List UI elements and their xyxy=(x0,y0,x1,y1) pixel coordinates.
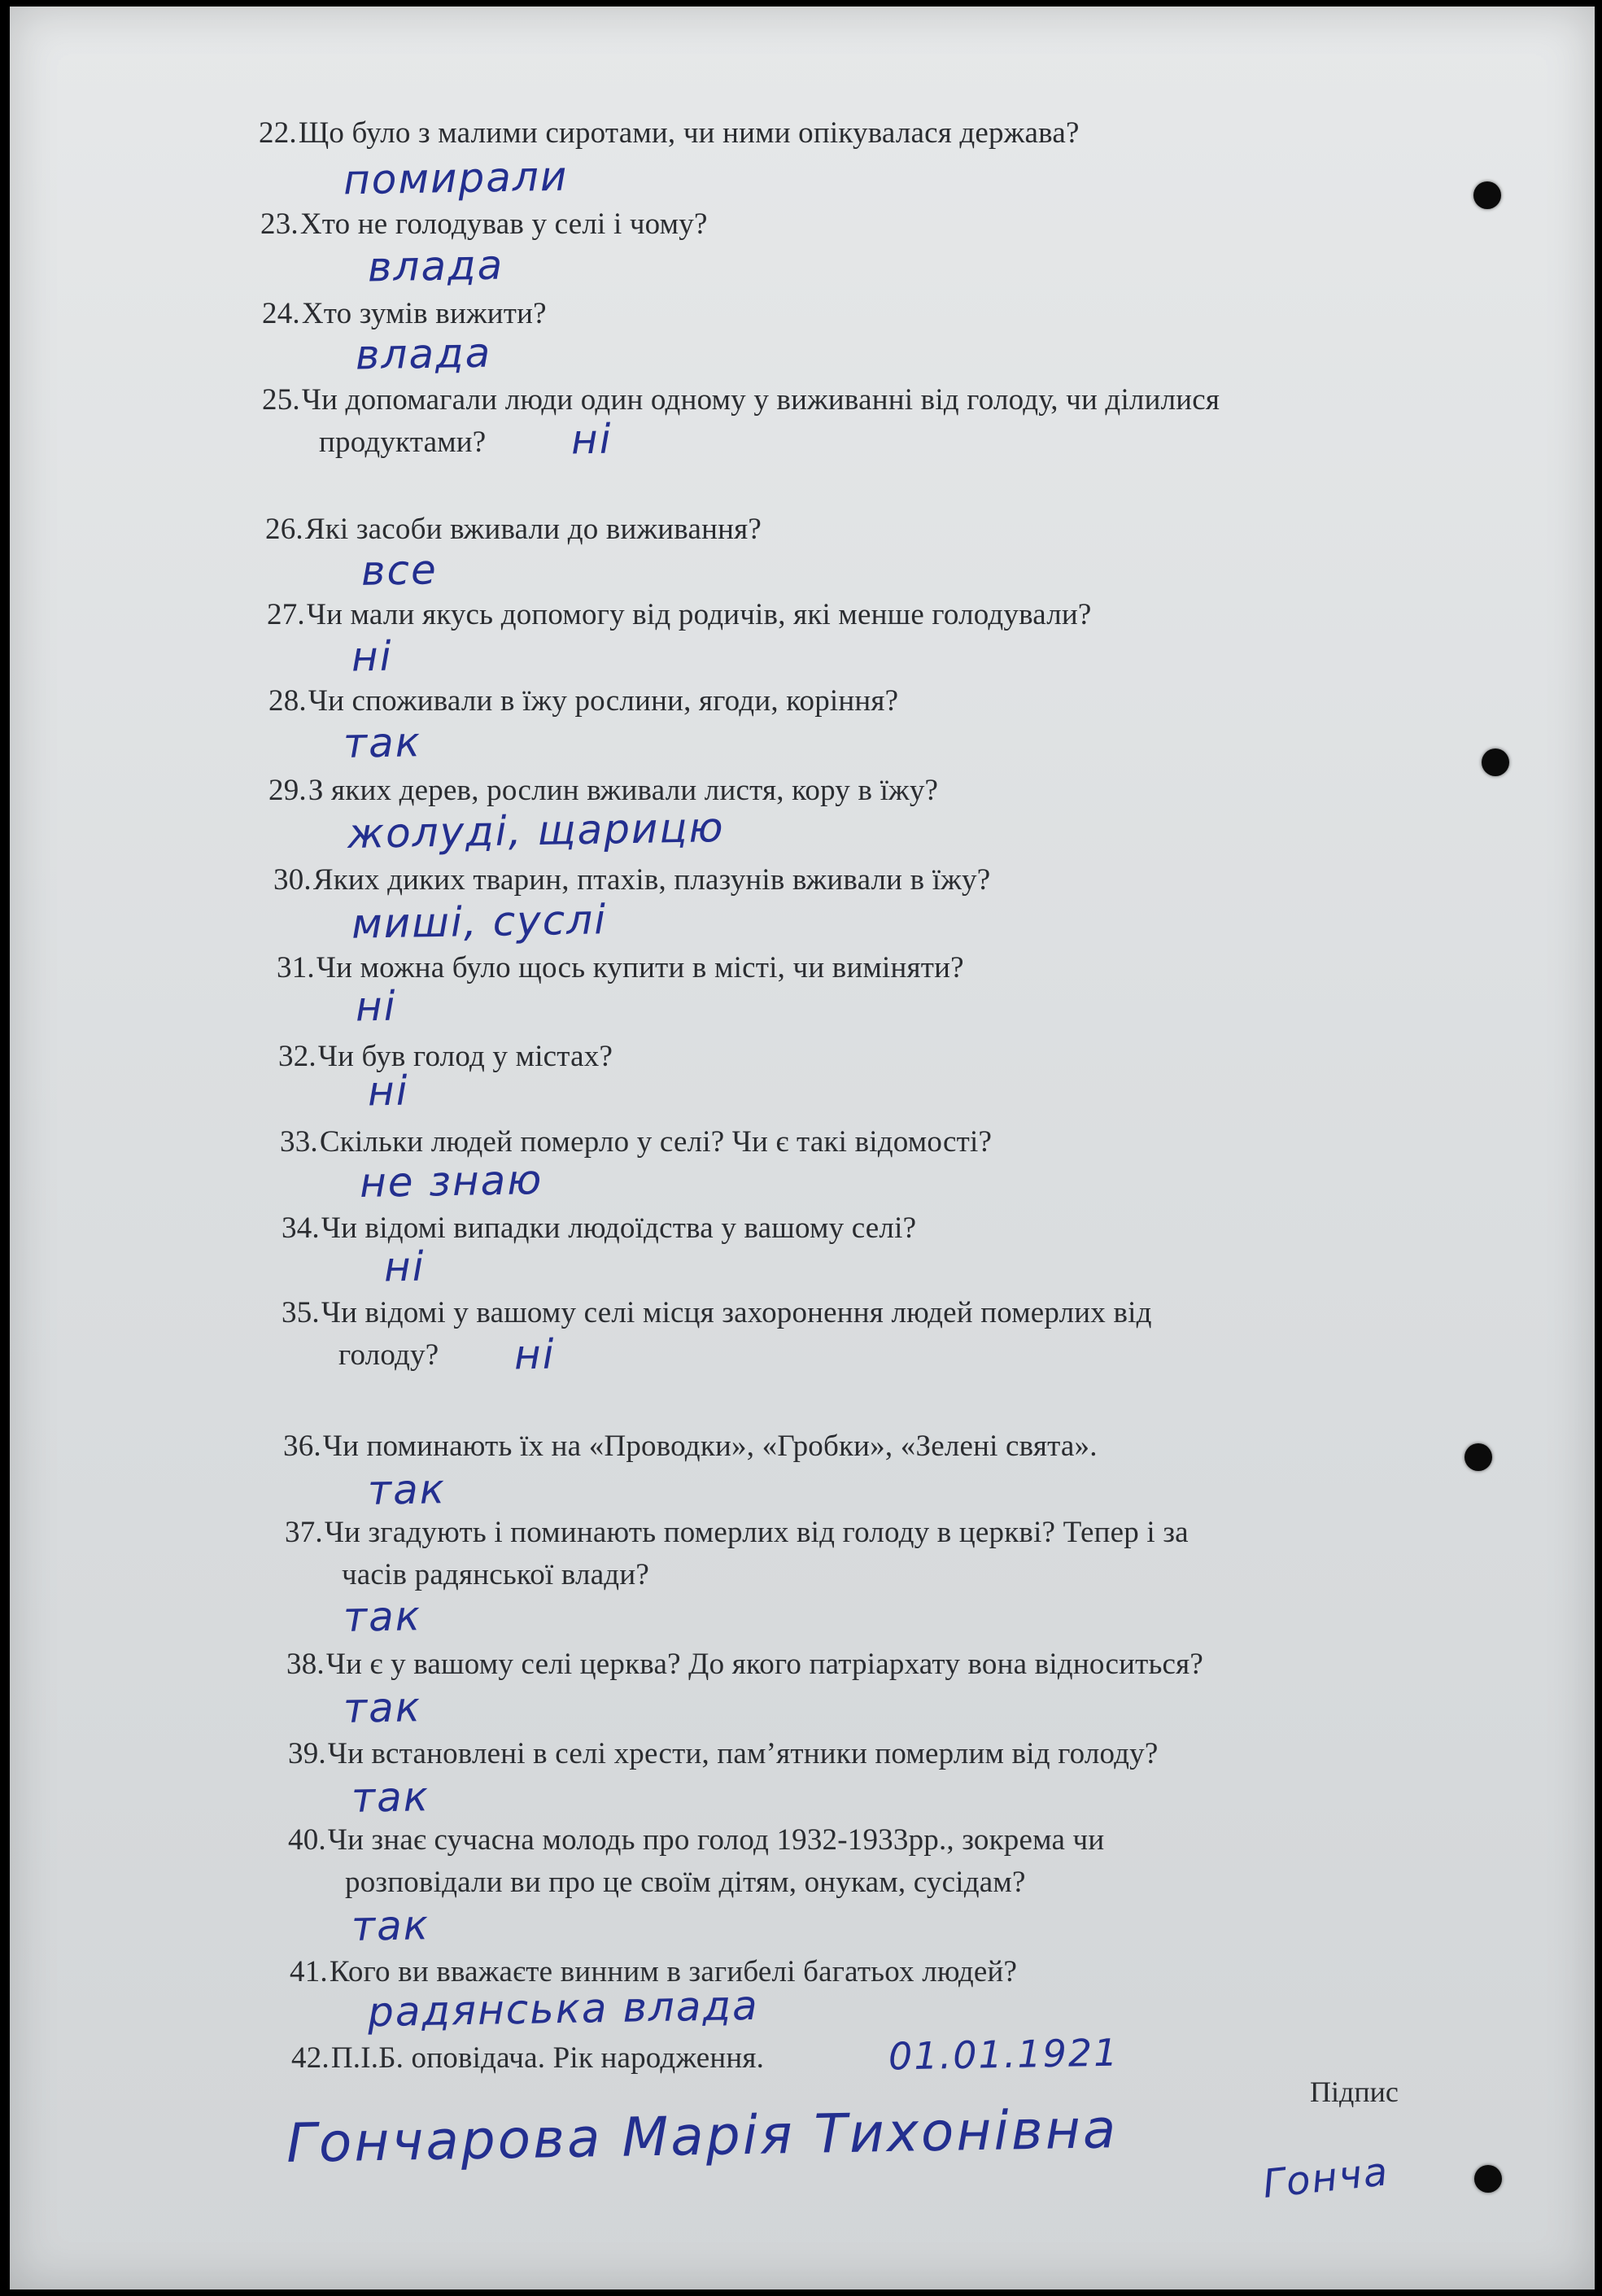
question-number: 33. xyxy=(280,1125,318,1159)
question-text-continued: часів радянської влади? xyxy=(342,1558,649,1591)
question-24 xyxy=(262,293,547,335)
question-text-continued: продуктами? xyxy=(319,426,487,459)
answer-42-birth-date: 01.01.1921 xyxy=(888,2030,1120,2079)
question-number: 37. xyxy=(285,1516,323,1549)
question-text: Чи є у вашому селі церква? До якого патріархату вона відноситься? xyxy=(325,1648,1203,1681)
respondent-signature: Гонча xyxy=(1260,2149,1391,2207)
question-30 xyxy=(273,859,990,901)
question-38 xyxy=(286,1643,1203,1686)
answer-36: так xyxy=(367,1465,447,1514)
question-25 xyxy=(262,379,1220,464)
question-text: Скільки людей померло у селі? Чи є такі відомості? xyxy=(319,1125,993,1159)
question-27 xyxy=(267,594,1092,636)
question-number: 25. xyxy=(262,383,300,417)
punch-hole xyxy=(1473,181,1501,209)
question-number: 39. xyxy=(288,1737,326,1770)
question-number: 31. xyxy=(277,951,315,984)
question-23 xyxy=(260,203,708,246)
answer-25: ні xyxy=(570,415,613,464)
question-39 xyxy=(288,1733,1159,1775)
answer-32: ні xyxy=(367,1067,410,1115)
question-text: Чи згадують і поминають померлих від голоду в церкві? Тепер і за xyxy=(324,1516,1189,1549)
question-text: Яких диких тварин, птахів, плазунів вживали в їжу? xyxy=(312,863,991,897)
answer-31: ні xyxy=(355,982,398,1031)
question-number: 30. xyxy=(273,863,312,897)
question-text: Чи мали якусь допомогу від родичів, які менше голодували? xyxy=(306,598,1092,631)
question-number: 29. xyxy=(268,774,307,807)
question-text: Чи знає сучасна молодь про голод 1932-1933рр., зокрема чи xyxy=(327,1823,1105,1857)
question-text: Чи встановлені в селі хрести, пам’ятники померлим від голоду? xyxy=(327,1737,1159,1770)
question-26 xyxy=(265,509,762,551)
question-number: 27. xyxy=(267,598,305,631)
question-number: 34. xyxy=(282,1211,320,1245)
answer-28: так xyxy=(343,718,422,767)
answer-40: так xyxy=(351,1901,430,1950)
answer-38: так xyxy=(343,1683,422,1732)
question-text: Чи можна було щось купити в місті, чи виміняти? xyxy=(316,951,964,984)
question-number: 32. xyxy=(278,1040,316,1073)
answer-30: миші, суслі xyxy=(351,896,608,948)
punch-hole xyxy=(1474,2165,1502,2193)
question-text: Хто зумів вижити? xyxy=(301,297,547,330)
question-number: 23. xyxy=(260,207,299,241)
question-text: Чи був голод у містах? xyxy=(317,1040,613,1073)
question-33 xyxy=(280,1121,992,1163)
question-32 xyxy=(278,1036,613,1078)
question-35 xyxy=(282,1292,1152,1377)
question-number: 22. xyxy=(259,116,297,150)
question-text: Кого ви вважаєте винним в загибелі багатьох людей? xyxy=(329,1955,1018,1988)
answer-34: ні xyxy=(383,1242,426,1291)
question-number: 41. xyxy=(290,1955,328,1988)
answer-29: жолуді, щарицю xyxy=(347,803,726,858)
question-40 xyxy=(288,1819,1104,1904)
answer-27: ні xyxy=(351,632,394,681)
question-text: Які засоби вживали до виживання? xyxy=(304,513,762,546)
question-text: З яких дерев, рослин вживали листя, кору в їжу? xyxy=(308,774,939,807)
question-37 xyxy=(285,1512,1189,1596)
question-number: 38. xyxy=(286,1648,325,1681)
question-number: 42. xyxy=(291,2041,330,2075)
answer-22: помирали xyxy=(343,152,569,204)
answer-39: так xyxy=(351,1773,430,1822)
question-text-continued: голоду? xyxy=(338,1338,439,1372)
answer-37: так xyxy=(343,1592,422,1641)
answer-26: все xyxy=(360,546,439,595)
answer-35: ні xyxy=(513,1330,557,1379)
signature-label: Підпис xyxy=(1310,2076,1399,2108)
questionnaire-page xyxy=(10,7,1595,2289)
answer-24: влада xyxy=(355,329,492,379)
question-text: Чи допомагали люди один одному у виживанні від голоду, чи ділилися xyxy=(301,383,1220,417)
question-text: П.І.Б. оповідача. Рік народження. xyxy=(330,2041,765,2075)
punch-hole xyxy=(1482,749,1509,776)
question-text: Що було з малими сиротами, чи ними опікувалася держава? xyxy=(298,116,1080,150)
question-36 xyxy=(283,1425,1098,1468)
question-text: Хто не голодував у селі і чому? xyxy=(299,207,708,241)
question-number: 24. xyxy=(262,297,300,330)
question-number: 26. xyxy=(265,513,303,546)
question-42 xyxy=(291,2037,764,2080)
question-28 xyxy=(268,680,898,722)
question-text: Чи споживали в їжу рослини, ягоди, коріння? xyxy=(308,684,899,718)
respondent-full-name: Гончарова Марія Тихонівна xyxy=(286,2097,1119,2175)
question-22 xyxy=(259,112,1080,155)
question-text: Чи поминають їх на «Проводки», «Гробки», «Зелені свята». xyxy=(322,1430,1098,1463)
answer-41: радянська влада xyxy=(367,1981,760,2036)
answer-23: влада xyxy=(367,241,504,291)
punch-hole xyxy=(1464,1443,1492,1471)
question-number: 40. xyxy=(288,1823,326,1857)
question-34 xyxy=(282,1207,916,1250)
answer-33: не знаю xyxy=(359,1156,543,1207)
question-text-continued: розповідали ви про це своїм дітям, онукам, сусідам? xyxy=(345,1866,1026,1899)
question-text: Чи відомі у вашому селі місця захоронення людей померлих від xyxy=(321,1296,1152,1329)
question-text: Чи відомі випадки людоїдства у вашому селі? xyxy=(321,1211,917,1245)
question-number: 36. xyxy=(283,1430,321,1463)
question-number: 28. xyxy=(268,684,307,718)
question-number: 35. xyxy=(282,1296,320,1329)
